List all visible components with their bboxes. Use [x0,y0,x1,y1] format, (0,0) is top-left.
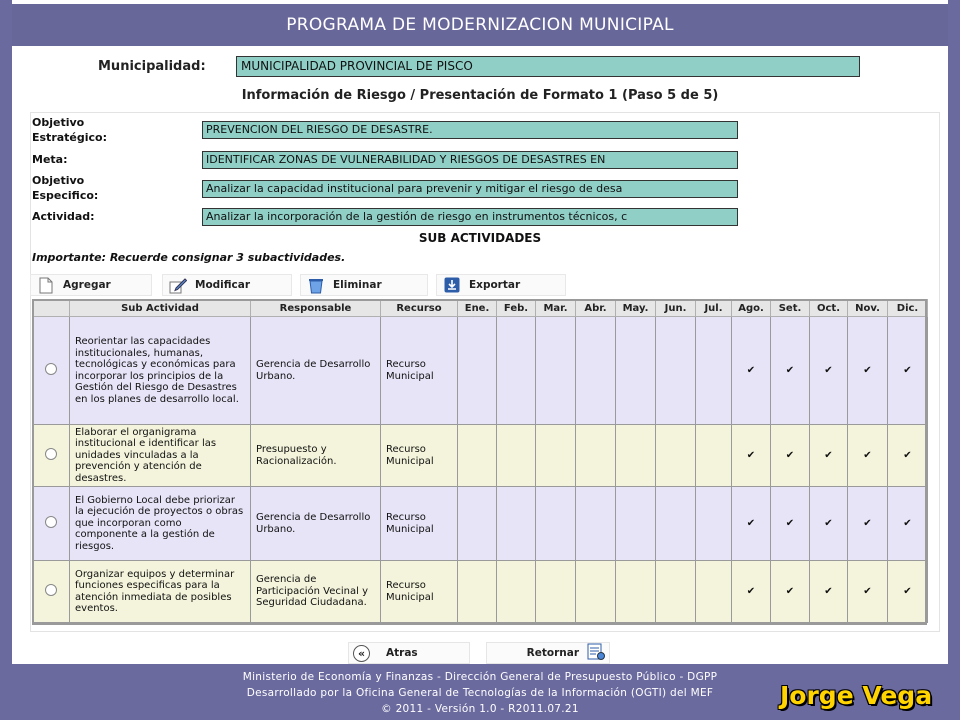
actividad-label: Actividad: [32,210,95,223]
row-radio-button[interactable] [45,516,57,528]
return-icon [587,643,605,664]
sub-activities-title: SUB ACTIVIDADES [418,231,542,245]
header-jul: Jul. [696,300,732,317]
header-may: May. [616,300,656,317]
month-cell [771,487,810,561]
export-button-label: Exportar [469,279,521,291]
check-icon: ✔ [903,364,912,376]
month-cell [458,425,497,487]
month-cell [536,425,576,487]
header-mar: Mar. [536,300,576,317]
important-note: Importante: Recuerde consignar 3 subactividades. [32,251,346,264]
page-banner: PROGRAMA DE MODERNIZACION MUNICIPAL [12,4,948,46]
responsable-cell: Presupuesto y Racionalización. [251,425,381,487]
check-icon: ✔ [824,364,833,376]
return-button-label: Retornar [526,647,579,659]
month-cell [656,425,696,487]
check-icon: ✔ [746,364,756,376]
especifico-label [32,173,98,203]
sub-actividad-cell: Reorientar las capacidades institucionales, humanas, tecnológicas y económicas para incorporar los principios de la Gestión del Riesgo de Desastres en los planes de desarrollo local. [70,317,251,425]
month-cell [810,317,848,425]
table-row[interactable] [33,317,928,425]
month-cell [616,317,656,425]
responsable-cell: Gerencia de Desarrollo Urbano. [251,317,381,425]
month-cell [497,317,536,425]
export-icon [443,276,461,294]
month-cell [696,487,732,561]
header-jun: Jun. [656,300,696,317]
check-icon: ✔ [785,449,795,461]
month-cell [810,561,848,623]
month-cell [888,317,928,425]
check-icon: ✔ [863,585,872,597]
month-cell [732,561,771,623]
month-cell [771,561,810,623]
back-icon: « [353,645,370,662]
meta-field: IDENTIFICAR ZONAS DE VULNERABILIDAD Y RIESGOS DE DESASTRES EN [202,151,738,169]
month-cell [848,487,888,561]
month-cell [771,425,810,487]
table-header-row [33,300,928,317]
row-select-cell [33,487,70,561]
row-select-cell [33,561,70,623]
month-cell [576,487,616,561]
municipality-label: Municipalidad: [98,59,206,74]
page-subtitle: Información de Riesgo / Presentación de Formato 1 (Paso 5 de 5) [241,88,719,103]
header-oct: Oct. [810,300,848,317]
sub-activities-table [32,299,928,623]
delete-button-label: Eliminar [333,279,382,291]
header-set: Set. [771,300,810,317]
header-sub-actividad[interactable]: Sub Actividad [70,300,251,317]
month-cell [616,425,656,487]
month-cell [732,487,771,561]
month-cell [458,487,497,561]
table-row[interactable] [33,487,928,561]
month-cell [458,561,497,623]
author-credit: Jorge Vega [780,681,933,710]
row-radio-button[interactable] [45,448,57,460]
month-cell [696,561,732,623]
month-cell [848,561,888,623]
responsable-cell: Gerencia de Desarrollo Urbano. [251,487,381,561]
row-select-cell [33,425,70,487]
month-cell [656,317,696,425]
header-dic: Dic. [888,300,928,317]
month-cell [536,487,576,561]
month-cell [497,487,536,561]
content-area [12,0,948,664]
check-icon: ✔ [824,585,833,597]
month-cell [888,487,928,561]
month-cell [888,561,928,623]
edit-button[interactable] [162,274,292,296]
return-button[interactable] [486,642,610,664]
check-icon: ✔ [746,585,756,597]
back-button[interactable] [348,642,470,664]
objetivo-field: PREVENCION DEL RIESGO DE DESASTRE. [202,121,738,139]
row-radio-button[interactable] [45,584,57,596]
table-row[interactable] [33,561,928,623]
especifico-label-line1: Objetivo [32,174,85,187]
sub-actividad-cell: Elaborar el organigrama institucional e identificar las unidades vinculadas a la prevención y atención de desastres. [70,425,251,487]
month-cell [458,317,497,425]
row-select-cell [33,317,70,425]
month-cell [848,317,888,425]
header-ago: Ago. [732,300,771,317]
recurso-cell: Recurso Municipal [381,487,458,561]
month-cell [696,425,732,487]
objetivo-label-line1: Objetivo [32,116,85,129]
month-cell [810,425,848,487]
document-icon [37,276,55,294]
header-ene: Ene. [458,300,497,317]
month-cell [536,317,576,425]
check-icon: ✔ [785,364,795,376]
check-icon: ✔ [746,517,756,529]
add-button-label: Agregar [63,279,111,291]
month-cell [576,425,616,487]
month-cell [848,425,888,487]
month-cell [616,561,656,623]
header-responsable[interactable]: Responsable [251,300,381,317]
sub-actividad-cell: El Gobierno Local debe priorizar la ejecución de proyectos o obras que incorporan como componente a la gestión de riesgos. [70,487,251,561]
month-cell [576,561,616,623]
header-feb: Feb. [497,300,536,317]
check-icon: ✔ [863,449,872,461]
add-button[interactable] [30,274,152,296]
month-cell [771,317,810,425]
month-cell [656,561,696,623]
month-cell [656,487,696,561]
edit-button-label: Modificar [195,279,251,291]
recurso-cell: Recurso Municipal [381,425,458,487]
recycle-bin-icon [307,276,325,294]
check-icon: ✔ [863,517,872,529]
especifico-field: Analizar la capacidad institucional para prevenir y mitigar el riesgo de desa [202,180,738,198]
check-icon: ✔ [824,449,833,461]
month-cell [497,425,536,487]
edit-icon [169,276,187,294]
responsable-cell: Gerencia de Participación Vecinal y Seguridad Ciudadana. [251,561,381,623]
check-icon: ✔ [863,364,872,376]
sub-actividad-cell: Organizar equipos y determinar funciones especificas para la atención inmediata de posibles eventos. [70,561,251,623]
month-cell [732,425,771,487]
month-cell [696,317,732,425]
check-icon: ✔ [785,585,795,597]
delete-button[interactable] [300,274,428,296]
table-row[interactable] [33,425,928,487]
month-cell [576,317,616,425]
check-icon: ✔ [903,585,912,597]
export-button[interactable] [436,274,566,296]
header-nov: Nov. [848,300,888,317]
back-button-label: Atras [386,647,418,659]
objetivo-label-line2: Estratégico: [32,131,108,144]
footer-line3: © 2011 - Versión 1.0 - R2011.07.21 [381,703,579,715]
month-cell [810,487,848,561]
month-cell [616,487,656,561]
header-abr: Abr. [576,300,616,317]
especifico-label-line2: Especifico: [32,189,99,202]
check-icon: ✔ [903,517,912,529]
footer-line1: Ministerio de Economía y Finanzas - Dirección General de Presupuesto Público - DGPP [242,671,718,683]
actividad-field: Analizar la incorporación de la gestión de riesgo en instrumentos técnicos, c [202,208,738,226]
check-icon: ✔ [746,449,756,461]
row-radio-button[interactable] [45,363,57,375]
meta-label: Meta: [32,153,68,166]
municipality-field: MUNICIPALIDAD PROVINCIAL DE PISCO [236,56,860,77]
month-cell [497,561,536,623]
recurso-cell: Recurso Municipal [381,317,458,425]
check-icon: ✔ [903,449,912,461]
header-recurso[interactable]: Recurso [381,300,458,317]
month-cell [888,425,928,487]
objetivo-label [32,115,107,145]
footer-line2: Desarrollado por la Oficina General de Tecnologías de la Información (OGTI) del MEF [246,687,714,699]
month-cell [536,561,576,623]
check-icon: ✔ [785,517,795,529]
header-select [33,300,70,317]
month-cell [732,317,771,425]
recurso-cell: Recurso Municipal [381,561,458,623]
check-icon: ✔ [824,517,833,529]
